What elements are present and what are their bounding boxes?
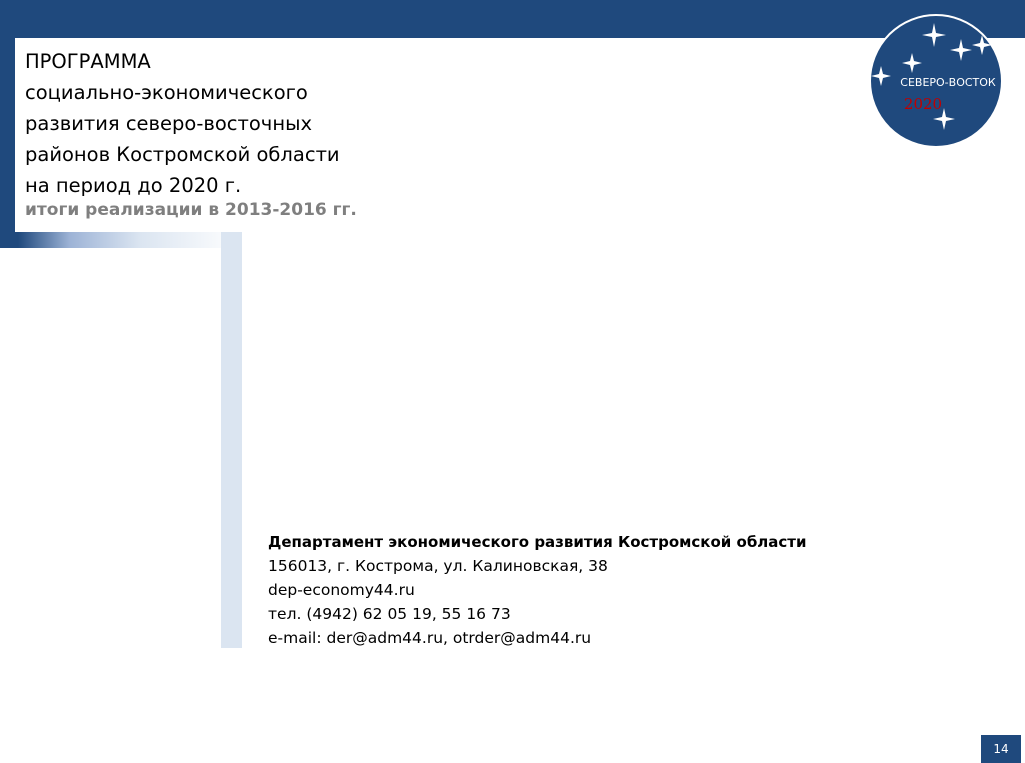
page-subtitle: итоги реализации в 2013-2016 гг. [25, 200, 357, 220]
title-line: на период до 2020 г. [25, 174, 242, 197]
title-line: развития северо-восточных [25, 112, 313, 135]
email[interactable]: e-mail: der@adm44.ru, otrder@adm44.ru [268, 629, 592, 647]
phone: тел. (4942) 62 05 19, 55 16 73 [268, 605, 511, 623]
contact-block [268, 530, 807, 650]
page-title [25, 46, 370, 201]
address: 156013, г. Кострома, ул. Калиновская, 38 [268, 557, 608, 575]
title-block [15, 38, 360, 232]
title-line: ПРОГРАММА [25, 50, 151, 73]
department-name: Департамент экономического развития Костромской области [268, 533, 807, 551]
decorative-stripe [221, 232, 242, 648]
logo-text: СЕВЕРО-ВОСТОК [900, 76, 996, 89]
title-line: районов Костромской области [25, 143, 340, 166]
page-number: 14 [981, 735, 1021, 763]
logo-year: 2020 [903, 95, 943, 113]
title-line: социально-экономического [25, 81, 308, 104]
logo [868, 13, 1004, 149]
logo-graphic [868, 13, 1004, 149]
website-link[interactable]: dep-economy44.ru [268, 581, 415, 599]
